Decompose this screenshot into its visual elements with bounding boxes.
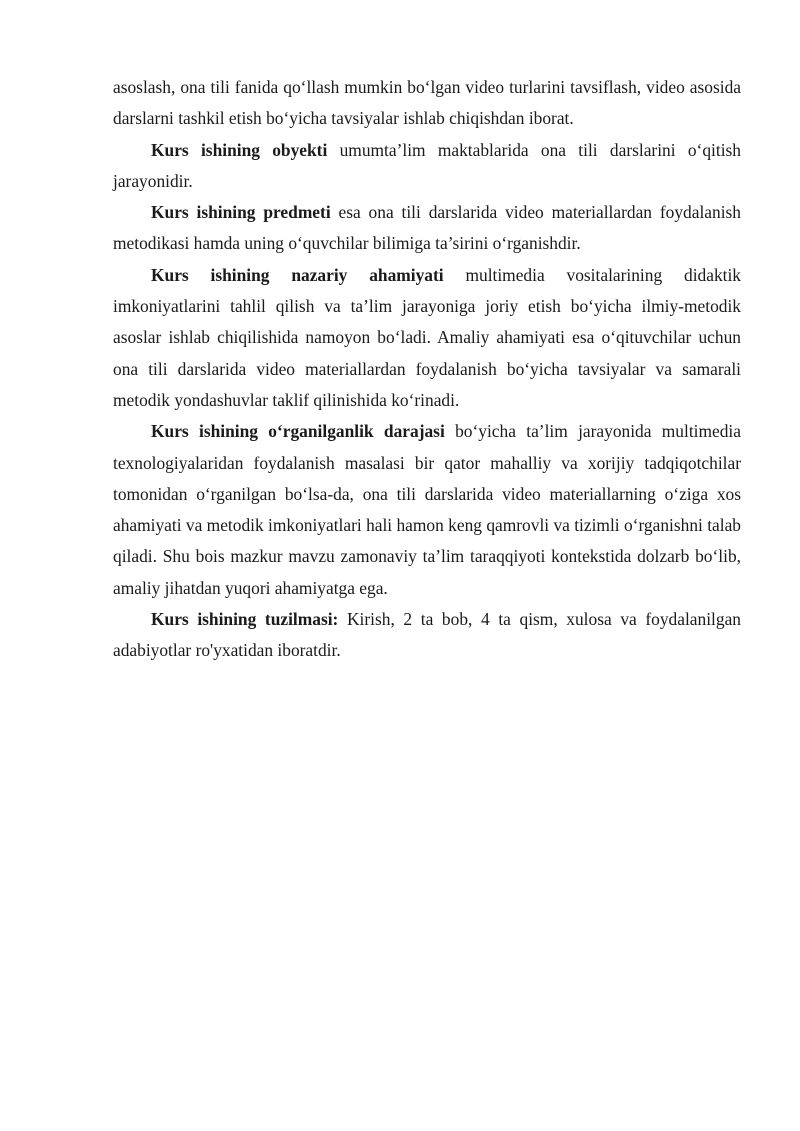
paragraph-text: Kirish, 2 ta bob, 4 ta qism, xulosa va foydalanilgan adabiyotlar ro'yxatidan iboratdir.	[113, 609, 741, 661]
paragraph-intro-continuation	[113, 72, 741, 135]
paragraph-lead: Kurs ishining o‘rganilganlik darajasi	[151, 421, 445, 442]
paragraph-text: umumta’lim maktablarida ona tili darslarini o‘qitish jarayonidir.	[113, 139, 742, 191]
paragraph-text: asoslash, ona tili fanida qo‘llash mumkin bo‘lgan video turlarini tavsiflash, video asosida darslarni tashkil etish bo‘yicha tavsiyalar ishlab chiqishdan iborat.	[113, 77, 741, 129]
paragraph-lead: Kurs ishining predmeti	[151, 202, 331, 223]
paragraph-theoretical-significance	[113, 260, 741, 416]
paragraph-lead: Kurs ishining tuzilmasi:	[151, 609, 339, 630]
paragraph-subject	[113, 197, 741, 260]
paragraph-lead: Kurs ishining nazariy ahamiyati	[151, 264, 444, 285]
paragraph-text: multimedia vositalarining didaktik imkoniyatlarini tahlil qilish va ta’lim jarayoniga joriy etish bo‘yicha ilmiy-metodik asoslar ishlab chiqilishida namoyon bo‘ladi. Amaliy ahamiyati esa o‘qituvchilar uchun ona tili darslarida video materiallardan foydalanish bo‘yicha tavsiyalar va samarali metodik yondashuvlar taklif qilinishida ko‘rinadi.	[113, 264, 741, 410]
paragraph-text: esa ona tili darslarida video materiallardan foydalanish metodikasi hamda uning o‘quvchilar bilimiga ta’sirini o‘rganishdir.	[113, 202, 741, 254]
paragraph-text: bo‘yicha ta’lim jarayonida multimedia texnologiyalaridan foydalanish masalasi bir qator mahalliy va xorijiy tadqiqotchilar tomonidan o‘rganilgan bo‘lsa-da, ona tili darslarida video materiallarning o‘ziga xos ahamiyati va metodik imkoniyatlari hali hamon keng qamrovli va tizimli o‘rganishni talab qiladi. Shu bois mazkur mavzu zamonaviy ta’lim taraqqiyoti kontekstida dolzarb bo‘lib, amaliy jihatdan yuqori ahamiyatga ega.	[113, 421, 742, 598]
document-page	[113, 72, 741, 667]
paragraph-object	[113, 135, 741, 198]
paragraph-research-level	[113, 416, 741, 604]
paragraph-lead: Kurs ishining obyekti	[151, 139, 328, 160]
paragraph-structure	[113, 604, 741, 667]
